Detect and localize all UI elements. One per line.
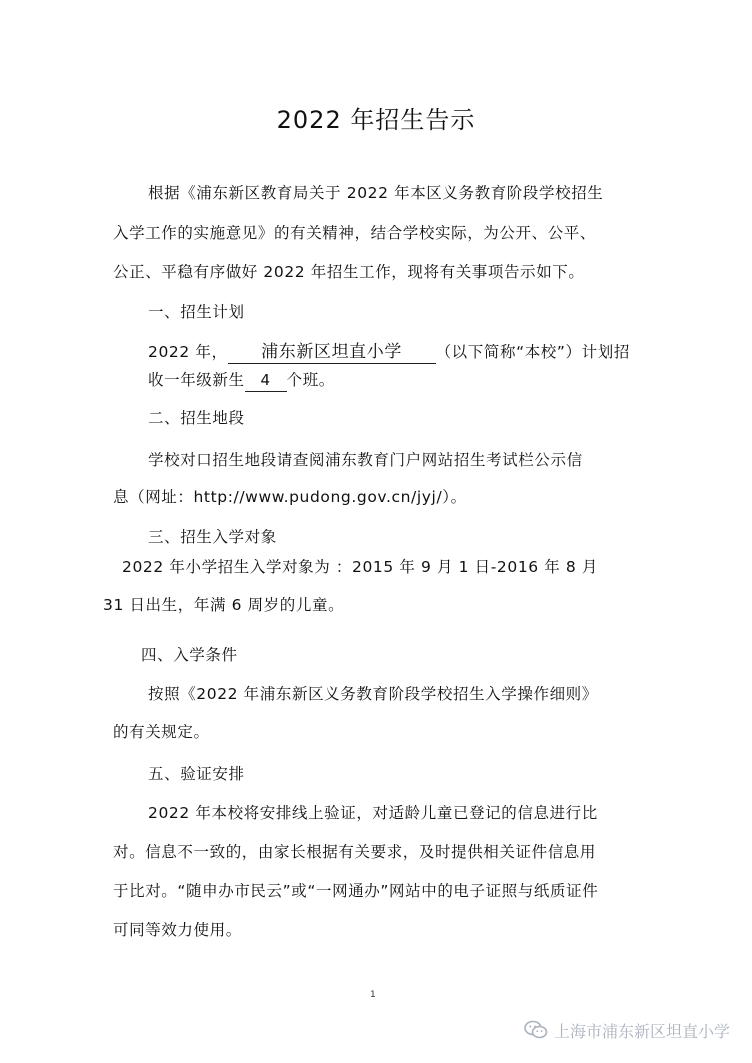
section-3-heading: 三、招生入学对象 [148,528,277,546]
page-title: 2022 年招生告示 [276,106,476,134]
page-number: 1 [370,990,376,1000]
section-1-line-1-suffix: （以下简称“本校”）计划招 [435,343,630,361]
section-4-line-1: 按照《2022 年浦东新区义务教育阶段学校招生入学操作细则》 [148,685,598,703]
section-2-line-2: 息（网址：http://www.pudong.gov.cn/jyj/）。 [113,488,467,506]
intro-line-2: 入学工作的实施意见》的有关精神，结合学校实际，为公开、公平、 [113,224,597,242]
section-2-heading: 二、招生地段 [148,409,245,427]
intro-line-3: 公正、平稳有序做好 2022 年招生工作，现将有关事项告示如下。 [113,263,585,281]
section-2-line-1: 学校对口招生地段请查阅浦东教育门户网站招生考试栏公示信 [148,451,583,469]
section-4-line-2: 的有关规定。 [113,723,210,741]
section-1-line-2-prefix: 收一年级新生 [148,371,245,389]
section-3-line-1: 2022 年小学招生入学对象为 ：2015 年 9 月 1 日-2016 年 8 月 [122,558,598,576]
section-5-heading: 五、验证安排 [148,765,245,783]
watermark-text: 上海市浦东新区坦直小学 [553,1021,730,1041]
section-5-line-4: 可同等效力使用。 [113,921,242,939]
section-5-line-1: 2022 年本校将安排线上验证，对适龄儿童已登记的信息进行比 [148,804,598,822]
section-1-line-2 [148,369,335,392]
section-5-line-3: 于比对。“随申办市民云”或“一网通办”网站中的电子证照与纸质证件 [113,882,599,900]
intro-line-1: 根据《浦东新区教育局关于 2022 年本区义务教育阶段学校招生 [148,184,604,202]
section-4-heading: 四、入学条件 [141,646,238,664]
section-1-line-1-prefix: 2022 年， [148,343,228,361]
class-count-field: 4 [245,369,287,392]
wechat-icon [524,1020,548,1040]
section-5-line-2: 对。信息不一致的，由家长根据有关要求，及时提供相关证件信息用 [113,843,597,861]
section-1-line-2-suffix: 个班。 [286,371,335,389]
section-3-line-2: 31 日出生，年满 6 周岁的儿童。 [103,596,345,614]
watermark [524,1016,730,1044]
section-1-heading: 一、招生计划 [148,303,245,321]
section-1-line-1 [148,341,630,364]
school-name-field: 浦东新区坦直小学 [228,341,436,364]
